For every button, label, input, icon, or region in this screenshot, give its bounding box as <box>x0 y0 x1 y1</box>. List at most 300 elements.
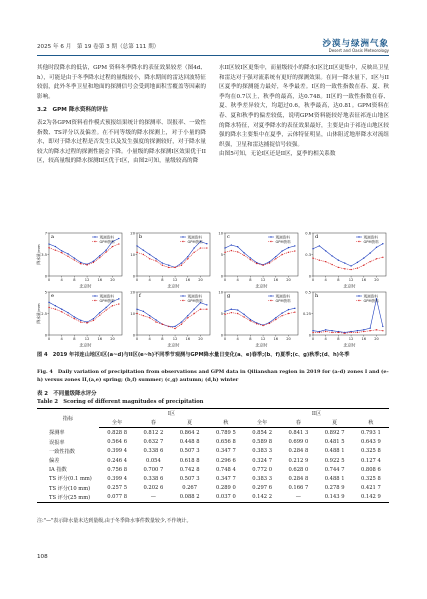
data-point-obs <box>187 315 188 316</box>
x-tick-label: 12 <box>260 337 266 341</box>
x-tick-label: 0 <box>311 278 315 282</box>
table-cell: 0.166 7 <box>288 485 309 492</box>
data-point-obs <box>275 256 276 257</box>
table-note: 注:"—"表示降水量未达到量级,由于冬季降水事件数量较少,不作统计。 <box>37 518 192 524</box>
data-point-obs <box>288 247 289 248</box>
legend-gpm-marker <box>182 300 183 301</box>
data-point-gpm <box>250 259 251 260</box>
data-point-gpm <box>344 333 345 334</box>
x-tick-label: 0 <box>47 278 51 282</box>
data-point-gpm <box>67 256 68 257</box>
data-point-obs <box>143 250 144 251</box>
table-cell: — <box>280 493 316 503</box>
table-row-label: 一致性指数 <box>49 448 75 455</box>
table-row <box>37 484 389 493</box>
y-tick-label: 0.5 <box>305 290 311 295</box>
table-cell: 0.297 6 <box>252 485 273 492</box>
table-cell: 0.324 7 <box>252 457 273 464</box>
data-point-gpm <box>338 267 339 268</box>
x-axis-label: 北京时 <box>343 342 356 348</box>
data-point-gpm <box>93 262 94 263</box>
data-point-obs <box>155 258 156 259</box>
legend-gpm-label: GPM资料 <box>187 239 203 244</box>
x-tick-label: 20 <box>286 278 291 282</box>
legend-gpm-marker <box>94 300 95 301</box>
table-cell: 0.421 7 <box>360 485 381 492</box>
x-tick-label: 0 <box>135 337 139 341</box>
y-tick-label: 0.25 <box>302 311 311 316</box>
x-tick-label: 4 <box>324 337 327 341</box>
data-point-obs <box>369 327 370 328</box>
data-point-gpm <box>143 315 144 316</box>
data-point-obs <box>155 319 156 320</box>
x-tick-label: 20 <box>198 337 203 341</box>
table-cell: 0.325 8 <box>360 475 381 482</box>
data-point-obs <box>74 316 75 317</box>
data-point-obs <box>231 309 232 310</box>
chart-svg <box>37 289 125 348</box>
data-point-obs <box>74 257 75 258</box>
data-point-gpm <box>193 252 194 253</box>
data-point-gpm <box>237 251 238 252</box>
data-point-obs <box>243 314 244 315</box>
data-point-gpm <box>155 321 156 322</box>
chart-panel-c <box>213 230 301 289</box>
legend-obs-label: 观测资料 <box>187 235 202 240</box>
x-tick-label: 16 <box>185 337 191 341</box>
data-point-obs <box>193 247 194 248</box>
x-tick-label: 0 <box>47 337 51 341</box>
data-point-obs <box>325 250 326 251</box>
data-point-obs <box>281 312 282 313</box>
data-point-obs <box>325 329 326 330</box>
series-line-gpm <box>313 257 383 269</box>
data-point-gpm <box>86 264 87 265</box>
chart-svg <box>125 289 213 348</box>
data-point-gpm <box>325 261 326 262</box>
data-point-obs <box>357 262 358 263</box>
data-point-gpm <box>200 247 201 248</box>
data-point-gpm <box>325 331 326 332</box>
x-axis-label: 北京时 <box>79 283 92 289</box>
x-tick-label: 12 <box>84 278 90 282</box>
table-cell: 0.347 7 <box>215 448 236 455</box>
data-point-obs <box>331 255 332 256</box>
data-point-gpm <box>250 320 251 321</box>
x-tick-label: 8 <box>249 278 252 282</box>
chart-panel-b <box>125 230 213 289</box>
data-point-obs <box>118 238 119 239</box>
data-point-gpm <box>61 311 62 312</box>
table-header-season: 春 <box>280 418 316 428</box>
data-point-gpm <box>338 332 339 333</box>
data-point-gpm <box>99 257 100 258</box>
table-cell: 0.892 7 <box>324 429 345 436</box>
table-cell: 0.564 6 <box>107 439 128 446</box>
data-point-gpm <box>331 332 332 333</box>
legend-gpm-marker <box>358 300 359 301</box>
x-axis-label: 北京时 <box>343 283 356 289</box>
data-point-obs <box>224 311 225 312</box>
data-point-gpm <box>312 257 313 258</box>
data-point-gpm <box>181 265 182 266</box>
data-point-obs <box>187 256 188 257</box>
table-cell: 0.812 2 <box>143 429 164 436</box>
x-tick-label: 16 <box>361 278 367 282</box>
legend-obs-marker <box>358 295 359 296</box>
chart-svg <box>125 230 213 289</box>
series-line-obs <box>313 244 383 266</box>
series-line-obs <box>313 299 383 333</box>
data-point-gpm <box>275 258 276 259</box>
data-point-obs <box>382 243 383 244</box>
data-point-gpm <box>224 252 225 253</box>
table-cell: 0.278 9 <box>324 485 345 492</box>
data-point-gpm <box>231 312 232 313</box>
table-cell: 0.296 6 <box>215 457 236 464</box>
legend-gpm-marker <box>358 241 359 242</box>
table-cell: 0.338 6 <box>143 475 164 482</box>
y-tick-label: 0 <box>132 333 135 338</box>
x-tick-label: 0 <box>135 278 139 282</box>
data-point-obs <box>55 246 56 247</box>
legend-obs-marker <box>94 236 95 237</box>
x-tick-label: 16 <box>273 278 279 282</box>
x-tick-label: 4 <box>236 337 239 341</box>
chart-panel-f <box>125 289 213 348</box>
data-point-obs <box>319 245 320 246</box>
table-cell: 0.618 8 <box>179 457 200 464</box>
table-cell: 0.854 2 <box>252 429 273 436</box>
x-tick-label: 8 <box>161 337 164 341</box>
data-point-gpm <box>382 257 383 258</box>
table-cell: 0.656 8 <box>215 439 236 446</box>
table-header-season: 秋 <box>208 418 244 428</box>
legend-gpm-marker <box>94 241 95 242</box>
data-point-gpm <box>105 251 106 252</box>
x-tick-label: 16 <box>273 337 279 341</box>
data-point-obs <box>376 247 377 248</box>
table-cell: 0.756 8 <box>107 466 128 473</box>
table-cell: — <box>135 493 171 503</box>
paragraph: 水II区较I区更集中，而量级较小的降水I区比II区更集中，反映出卫星和雷达对于强对流系统有更好的探测效果。在同一降水量下，I区与II区夏季的探测能力最好，冬季最差。I区的一致性指数在春、夏、秋季均在0.7以上，秋季的最高，达0.748。II区的一致性指数在春、夏、秋季差异较大，均超过0.6，秋季最高，达0.81。GPM资料在春、夏和秋季的偏差较低，说明GPM资料能较好地表征祁连山地区的降水特征，对夏季降水的表征效果最好，主要是由于祁连山地区较强的降水主要集中在夏季，云体特征明显，山体阻近地形降水对流组织强，卫星和雷达捕捉信号较强。 <box>219 65 389 148</box>
table-cell: 0.325 8 <box>360 448 381 455</box>
y-tick-label: 10 <box>130 252 135 257</box>
table-row-label: 误报率 <box>49 439 65 446</box>
legend-gpm-label: GPM资料 <box>275 298 291 303</box>
data-point-obs <box>288 309 289 310</box>
x-tick-label: 20 <box>286 337 291 341</box>
x-axis-label: 北京时 <box>167 342 180 348</box>
data-point-gpm <box>350 332 351 333</box>
legend-gpm-marker <box>270 241 271 242</box>
journal-subtitle: Desert and Oasis Meteorology <box>328 48 389 53</box>
data-point-obs <box>118 298 119 299</box>
legend-obs-label: 观测资料 <box>275 294 290 299</box>
data-point-obs <box>168 265 169 266</box>
table-cell: 0.742 8 <box>179 466 200 473</box>
data-point-gpm <box>61 252 62 253</box>
chart-svg <box>213 230 301 289</box>
x-tick-label: 0 <box>223 337 227 341</box>
section-heading: 3.2 GPM 降水资料的评估 <box>37 107 108 114</box>
data-point-gpm <box>86 322 87 323</box>
x-tick-label: 16 <box>361 337 367 341</box>
table-cell: 0.383 3 <box>252 448 273 455</box>
y-tick-label: 0.3 <box>305 252 311 257</box>
data-point-gpm <box>55 309 56 310</box>
data-point-obs <box>281 250 282 251</box>
y-tick-label: 0 <box>44 274 47 279</box>
data-point-gpm <box>105 309 106 310</box>
data-point-obs <box>67 253 68 254</box>
legend-gpm-marker <box>182 241 183 242</box>
data-point-obs <box>99 312 100 313</box>
table-header-season: 夏 <box>317 418 353 428</box>
panel-letter: h <box>315 293 319 299</box>
paragraph: 其他时段降水的低估，GPM 资料冬季降水的表征效果较差（图4d、h），可能是由于冬季降水过程的量级较小，降水期间的雷达回波特征较弱，此外冬季卫星和地面的探测信号会受到地面积雪覆盖等因素的影响。 <box>37 65 206 100</box>
data-point-obs <box>174 326 175 327</box>
data-point-obs <box>237 246 238 247</box>
series-line-gpm <box>137 248 207 267</box>
table-row <box>37 493 389 503</box>
table-row-label: TS 评分(25 mm) <box>37 493 99 503</box>
legend-obs-label: 观测资料 <box>363 294 378 299</box>
table-cell: 0.772 0 <box>252 466 273 473</box>
series-line-gpm <box>225 251 295 266</box>
x-axis-label: 北京时 <box>255 283 268 289</box>
y-tick-label: 0 <box>220 333 223 338</box>
data-point-obs <box>331 330 332 331</box>
data-point-obs <box>206 243 207 244</box>
y-tick-label: 0 <box>308 333 311 338</box>
table-cell: 0.202 6 <box>143 485 164 492</box>
data-point-gpm <box>357 267 358 268</box>
table-cell: 0.632 7 <box>143 439 164 446</box>
chart-panel-h <box>301 289 389 348</box>
table-cell: 0.488 1 <box>324 475 345 482</box>
y-tick-label: 0 <box>308 274 311 279</box>
x-tick-label: 20 <box>110 278 115 282</box>
legend-obs-marker <box>270 295 271 296</box>
y-tick-label: 5 <box>220 252 223 257</box>
data-point-gpm <box>319 332 320 333</box>
data-point-gpm <box>200 309 201 310</box>
data-point-obs <box>193 309 194 310</box>
data-point-gpm <box>256 263 257 264</box>
x-tick-label: 12 <box>348 278 354 282</box>
data-point-gpm <box>262 265 263 266</box>
legend-obs-marker <box>94 295 95 296</box>
series-line-obs <box>137 303 207 327</box>
x-tick-label: 16 <box>97 337 103 341</box>
x-tick-label: 20 <box>374 337 379 341</box>
table-cell: 0.789 5 <box>215 429 236 436</box>
data-point-obs <box>55 305 56 306</box>
paragraph: 表2为各GPM资料看作模式预报结果统计的探测率、误报率、一致性指数、TS评分以及偏差。在不同等级的降水探测上，对于小量的降水，即对于降水过程是否发生以及发生强度的探测较好，对于降水量较大的降水过程的探测性能会下降。小量级的降水探测I区效果优于II区，较高量级的降水探测II区优于I区，由图2可知，量级较高的降 <box>37 119 206 165</box>
data-point-obs <box>369 252 370 253</box>
data-point-obs <box>294 245 295 246</box>
issue-info: 2025 年 6 月 第 19 卷第 3 期（总第 111 期） <box>37 44 160 50</box>
data-point-gpm <box>162 265 163 266</box>
table-cell: 0.488 1 <box>324 448 345 455</box>
data-point-obs <box>136 245 137 246</box>
y-tick-label: 2.5 <box>41 311 47 316</box>
table-cell: 0.828 8 <box>107 429 128 436</box>
x-tick-label: 20 <box>374 278 379 282</box>
data-point-gpm <box>187 317 188 318</box>
table-cell: 0.700 7 <box>143 466 164 473</box>
y-tick-label: 0 <box>44 333 47 338</box>
legend-obs-marker <box>358 236 359 237</box>
legend-obs-label: 观测资料 <box>187 294 202 299</box>
panel-letter: a <box>51 234 54 240</box>
x-tick-label: 12 <box>172 278 178 282</box>
table-cell: 0.507 3 <box>179 448 200 455</box>
table-cell: 0.399 4 <box>107 475 128 482</box>
data-point-gpm <box>382 330 383 331</box>
legend-gpm-label: GPM资料 <box>363 298 379 303</box>
data-point-gpm <box>168 326 169 327</box>
data-point-gpm <box>55 250 56 251</box>
data-point-obs <box>382 326 383 327</box>
table-cell: 0.744 7 <box>324 466 345 473</box>
table-cell: 0.864 2 <box>179 429 200 436</box>
panel-letter: c <box>227 234 230 240</box>
table-cell: 0.347 7 <box>215 475 236 482</box>
data-point-obs <box>105 307 106 308</box>
table-cell: 0.289 0 <box>215 485 236 492</box>
series-line-obs <box>225 245 295 265</box>
data-point-gpm <box>319 260 320 261</box>
data-point-gpm <box>363 331 364 332</box>
table-cell: 0.037 0 <box>208 493 244 503</box>
legend-obs-marker <box>270 236 271 237</box>
table-row <box>37 474 389 483</box>
table-row-label: 探测率 <box>49 430 65 437</box>
table-row-label: TS 评分(0.1 mm) <box>49 476 92 483</box>
chart-svg <box>301 289 389 348</box>
y-tick-label: 3.5 <box>41 252 47 257</box>
data-point-gpm <box>143 254 144 255</box>
data-point-gpm <box>256 323 257 324</box>
x-tick-label: 12 <box>84 337 90 341</box>
table-row <box>37 438 389 447</box>
data-point-gpm <box>155 260 156 261</box>
series-line-gpm <box>49 304 119 323</box>
table-cell: 0.628 0 <box>288 466 309 473</box>
data-point-gpm <box>275 319 276 320</box>
table-row <box>37 428 389 438</box>
table-cell: 0.246 4 <box>107 457 128 464</box>
data-point-gpm <box>224 314 225 315</box>
table-cell: 0.142 2 <box>244 493 280 503</box>
x-tick-label: 8 <box>73 337 76 341</box>
table-cell: 0.841 3 <box>288 429 309 436</box>
data-point-obs <box>224 247 225 248</box>
data-point-obs <box>344 262 345 263</box>
legend-gpm-label: GPM资料 <box>275 239 291 244</box>
data-point-obs <box>206 304 207 305</box>
table-cell: 0.922 5 <box>324 457 345 464</box>
x-tick-label: 4 <box>148 337 151 341</box>
data-point-obs <box>149 254 150 255</box>
table-header-season: 全年 <box>99 418 135 428</box>
table-cell: 0.507 3 <box>179 475 200 482</box>
table-row <box>37 456 389 465</box>
table-cell: 0.383 3 <box>252 475 273 482</box>
table-header-season: 春 <box>135 418 171 428</box>
data-point-gpm <box>118 243 119 244</box>
data-point-gpm <box>162 324 163 325</box>
data-point-gpm <box>187 258 188 259</box>
x-tick-label: 12 <box>348 337 354 341</box>
x-tick-label: 8 <box>249 337 252 341</box>
table-header: II区 <box>244 409 389 419</box>
table-cell: 0.643 9 <box>360 439 381 446</box>
chart-svg <box>213 289 301 348</box>
table-cell: 0.808 6 <box>360 466 381 473</box>
data-point-gpm <box>369 261 370 262</box>
x-tick-label: 16 <box>185 278 191 282</box>
table-cell: 0.077 8 <box>99 493 135 503</box>
table-cell: 0.212 9 <box>288 457 309 464</box>
data-point-obs <box>149 315 150 316</box>
x-tick-label: 4 <box>236 278 239 282</box>
data-point-gpm <box>74 318 75 319</box>
table-cell: 0.142 9 <box>353 493 389 503</box>
y-tick-label: 5 <box>44 290 47 295</box>
data-point-gpm <box>376 258 377 259</box>
data-point-gpm <box>288 313 289 314</box>
y-tick-label: 10 <box>218 231 223 236</box>
data-point-obs <box>181 321 182 322</box>
data-point-gpm <box>93 320 94 321</box>
series-line-gpm <box>137 309 207 328</box>
data-point-gpm <box>376 329 377 330</box>
data-point-obs <box>237 309 238 310</box>
table-cell: 0.143 9 <box>317 493 353 503</box>
chart-panel-g <box>213 289 301 348</box>
y-tick-label: 10 <box>218 290 223 295</box>
x-tick-label: 20 <box>198 278 203 282</box>
data-point-gpm <box>206 309 207 310</box>
data-point-gpm <box>48 247 49 248</box>
data-point-gpm <box>48 307 49 308</box>
data-point-obs <box>48 243 49 244</box>
chart-svg <box>37 230 125 289</box>
data-point-gpm <box>269 323 270 324</box>
table-header-season: 秋 <box>353 418 389 428</box>
y-tick-label: 0 <box>220 274 223 279</box>
data-point-gpm <box>174 328 175 329</box>
x-tick-label: 8 <box>337 278 340 282</box>
data-point-gpm <box>149 317 150 318</box>
legend-obs-label: 观测资料 <box>99 235 114 240</box>
journal-title: 沙漠与绿洲气象 <box>322 39 389 49</box>
table-header-season: 全年 <box>244 418 280 428</box>
data-point-gpm <box>357 332 358 333</box>
table-cell: 0.399 4 <box>107 448 128 455</box>
data-point-gpm <box>193 313 194 314</box>
y-tick-label: 20 <box>130 290 135 295</box>
figure-caption-cn: 图 4 2019 年祁连山地区I区(a~d)与II区(e~h)不同季节观测与GPM降水量日变化(a、e)春季;(b、f)夏季;(c、g)秋季;(d、h)冬季 <box>37 352 350 358</box>
data-point-gpm <box>369 330 370 331</box>
table-row <box>37 465 389 474</box>
data-point-gpm <box>80 321 81 322</box>
data-point-gpm <box>344 268 345 269</box>
data-point-obs <box>136 309 137 310</box>
